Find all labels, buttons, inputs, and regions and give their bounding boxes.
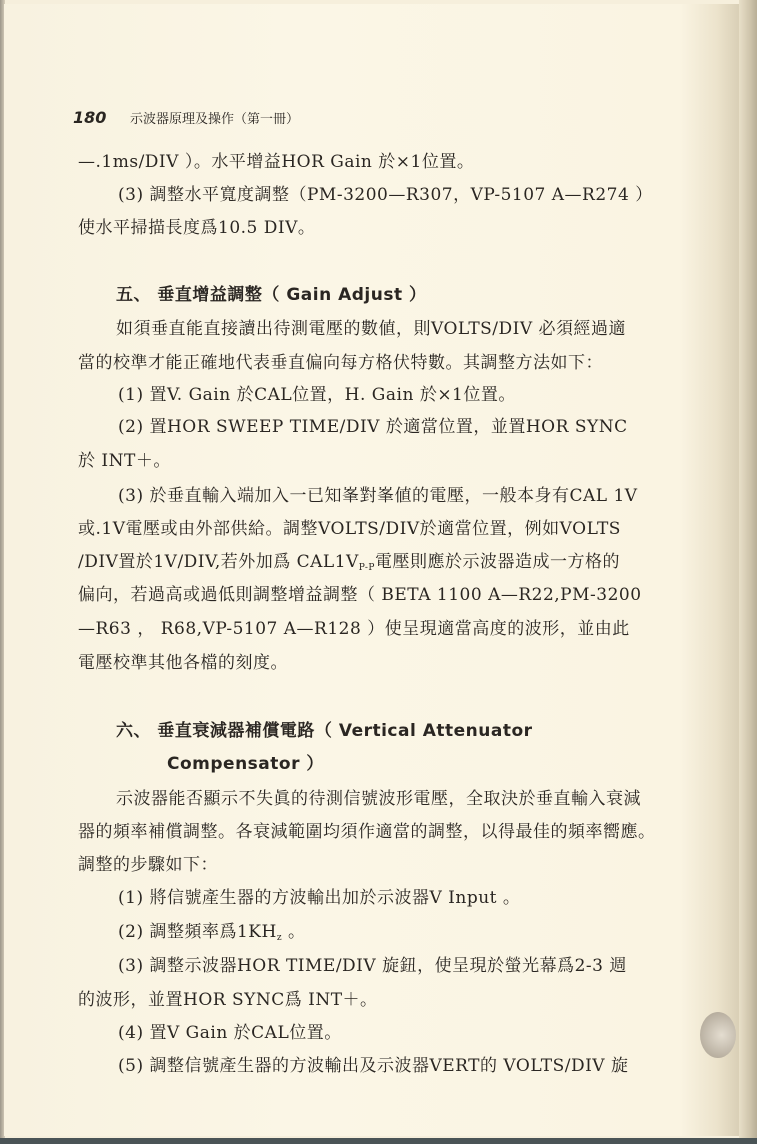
text-line: 使水平掃描長度爲10.5 DIV。 (78, 218, 316, 238)
paragraph-line: 示波器能否顯示不失眞的待測信號波形電壓，全取決於垂直輸入衰減 (116, 789, 641, 809)
subscript: z (276, 933, 283, 943)
section-heading: 五、 垂直增益調整（ Gain Adjust ） (116, 285, 427, 305)
step-text: 電壓則應於示波器造成一方格的 (374, 552, 620, 572)
step-line: —R63 ， R68,VP-5107 A—R128 ）使呈現適當高度的波形，並由此 (78, 619, 630, 639)
step-line: (4) 置V Gain 於CAL位置。 (118, 1023, 342, 1043)
step-text: (2) 調整頻率爲1KH (118, 922, 277, 942)
step-line: 電壓校準其他各檔的刻度。 (78, 653, 288, 673)
step-text: /DIV置於1V/DIV,若外加爲 CAL1V (78, 552, 359, 572)
step-line (118, 917, 305, 943)
step-text: 。 (282, 922, 306, 942)
text-line: —.1ms/DIV ）。水平增益HOR Gain 於×1位置。 (78, 152, 475, 172)
step-line (78, 547, 620, 573)
section-heading: Compensator ） (167, 754, 324, 774)
step-line: (1) 置V. Gain 於CAL位置，H. Gain 於×1位置。 (118, 385, 516, 405)
subscript: P-P (358, 563, 375, 573)
step-line: (3) 於垂直輸入端加入一已知峯對峯値的電壓，一般本身有CAL 1V (118, 486, 638, 506)
text-line: (3) 調整水平寬度調整（PM-3200—R307，VP-5107 A—R274 ） (118, 185, 653, 205)
step-line: 於 INT＋。 (78, 451, 171, 471)
paper-hole (700, 1012, 736, 1058)
step-line: 或.1V電壓或由外部供給。調整VOLTS/DIV於適當位置，例如VOLTS (78, 519, 621, 539)
step-line: 的波形，並置HOR SYNC爲 INT＋。 (78, 990, 378, 1010)
step-line: (2) 置HOR SWEEP TIME/DIV 於適當位置，並置HOR SYNC (118, 417, 628, 437)
section-heading: 六、 垂直衰減器補償電路（ Vertical Attenuator (116, 721, 533, 741)
paragraph-line: 器的頻率補償調整。各衰減範圍均須作適當的調整，以得最佳的頻率嚮應。 (78, 822, 656, 842)
step-line: (3) 調整示波器HOR TIME/DIV 旋鈕，使呈現於螢光幕爲2-3 週 (118, 956, 627, 976)
step-line: (1) 將信號產生器的方波輸出加於示波器V Input 。 (118, 888, 521, 908)
page-number: 180 (73, 108, 107, 127)
step-line: 偏向，若過高或過低則調整增益調整（ BETA 1100 A—R22,PM-3200 (78, 585, 642, 605)
step-line: (5) 調整信號產生器的方波輸出及示波器VERT的 VOLTS/DIV 旋 (118, 1056, 629, 1076)
page-edge (739, 0, 757, 1144)
scan-bottom-edge (0, 1138, 757, 1144)
running-title: 示波器原理及操作（第一冊） (130, 112, 300, 127)
paragraph-line: 如須垂直能直接讀出待測電壓的數値，則VOLTS/DIV 必須經過適 (116, 319, 627, 339)
paragraph-line: 調整的步驟如下： (78, 855, 218, 875)
paragraph-line: 當的校準才能正確地代表垂直偏向每方格伏特數。其調整方法如下： (78, 353, 603, 373)
